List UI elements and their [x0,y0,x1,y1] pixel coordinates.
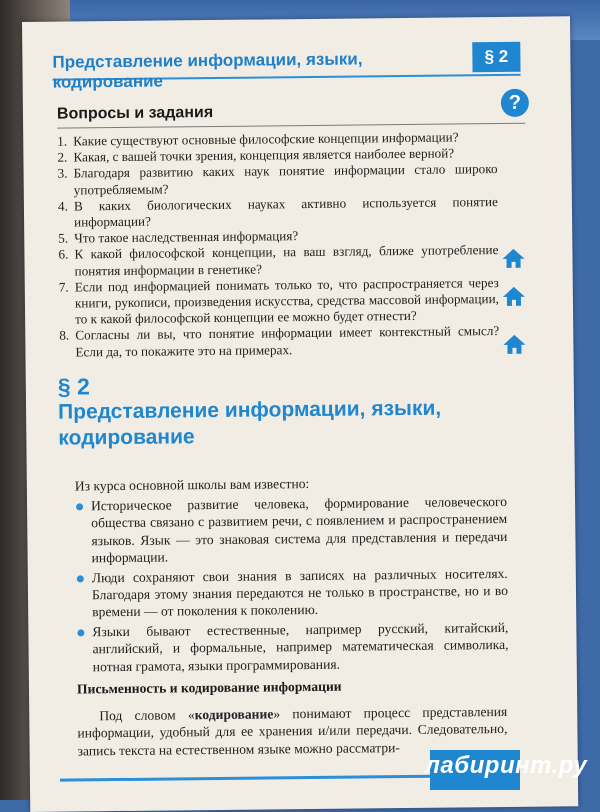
list-item: Люди сохраняют свои знания в записях на различных носителях. Благодаря этому знания передаются не только в пространстве, но и во времени — от поколения к поколению. [76,565,509,622]
bullet-icon [77,629,84,636]
book-page [22,16,578,812]
home-task-icon [503,287,525,307]
footer-rule [60,774,460,781]
running-header-section: § 2 [472,42,520,73]
section-intro: Из курса основной школы вам известно: [74,476,310,494]
home-task-icon [502,249,524,269]
list-item: 3. Благодаря развитию каких наук понятие информации стало широко употребляемым? [57,161,498,198]
paragraph: Под словом «кодирование» понимают процесс представления информации, удобный для ее хранения и/или передачи. Следовательно, запись текста на естественном языке можно рассматри- [77,703,508,759]
list-item: 1. Какие существуют основные философские концепции информации? [57,129,459,149]
running-header-title: Представление информации, языки, кодирование [52,49,363,92]
section-number: § 2 [57,373,90,400]
list-item: 8. Согласны ли вы, что понятие информации имеет контекстный смысл? Если да, то покажите это на примерах. [59,323,500,360]
list-item: 5. Что такое наследственная информация? [58,228,299,246]
section-bullets [75,493,509,678]
subheading: Письменность и кодирование информации [76,678,342,697]
list-item: 6. К какой философской концепции, на ваш взгляд, ближе употребление понятия информации в генетике? [58,242,499,279]
questions-list [57,129,499,360]
list-item: Историческое развитие человека, формирование человеческого общества связано с развитием речи, с появлением и распространением языков. Язык — это знаковая система для представления и передачи информации. [75,493,508,567]
list-item: 2. Какая, с вашей точки зрения, концепция является наиболее верной? [57,145,455,165]
list-item: 7. Если под информацией понимать только то, что распространяется через книги, рукописи, произведения искусства, средства массовой информации, то к какой философской концепции ее можно будет отнести? [58,274,500,327]
home-task-icon [503,335,525,355]
bullet-icon [77,575,84,582]
running-header [52,42,520,92]
list-item: Языки бывают естественные, например русский, китайский, английский, и формальные, например математическая символика, нотная грамота, языки программирования. [76,619,509,676]
question-icon: ? [501,89,529,117]
section-title: Представление информации, языки, кодирование [57,396,442,450]
watermark-logo: лабиринт.ру [425,752,588,779]
bullet-icon [76,503,83,510]
questions-divider [57,123,525,129]
questions-heading: Вопросы и задания [56,104,214,123]
list-item: 4. В каких биологических науках активно используется понятие информации? [57,193,498,230]
